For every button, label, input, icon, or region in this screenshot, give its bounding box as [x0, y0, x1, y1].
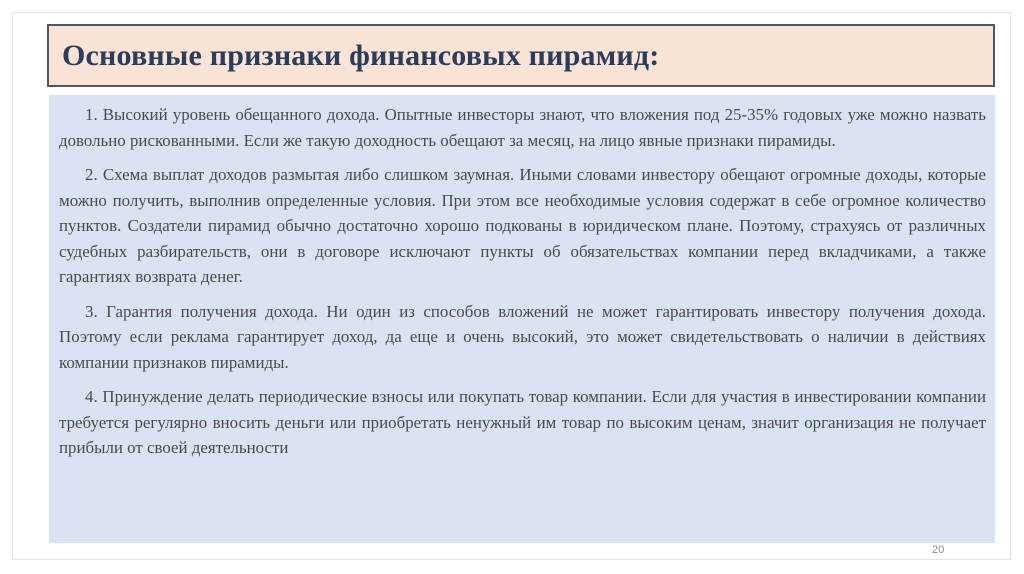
paragraph-item-3: 3. Гарантия получения дохода. Ни один из способов вложений не может гарантировать инвестору получения дохода. Поэтому если реклама гарантирует доход, да еще и очень высокий, это может свидетельствовать о наличии в действиях компании признаков пирамиды. [59, 301, 986, 372]
paragraph-item-1: 1. Высокий уровень обещанного дохода. Опытные инвесторы знают, что вложения под 25-35% годовых уже можно назвать довольно рискованными. Если же такую доходность обещают за месяц, на лицо явные признаки пирамиды. [59, 105, 986, 150]
paragraph-item-4: 4. Принуждение делать периодические взносы или покупать товар компании. Если для участия в инвестировании компании требуется регулярно вносить деньги или приобретать ненужный им товар по высоким ценам, значит организация не получает прибыли от своей деятельности [59, 387, 986, 457]
page-number: 20 [932, 544, 945, 556]
title-box [47, 24, 995, 87]
slide-title: Основные признаки финансовых пирамид: [62, 38, 660, 72]
content-box [49, 95, 995, 543]
paragraph-item-2: 2. Схема выплат доходов размытая либо слишком заумная. Иными словами инвестору обещают огромные доходы, которые можно получить, выполнив определенные условия. При этом все необходимые условия содержат в себе огромное количество пунктов. Создатели пирамид обычно достаточно хорошо подкованы в юридическом плане. Поэтому, страхуясь от различных судебных разбирательств, они в договоре исключают пункты об обязательствах компании перед вкладчиками, а также гарантиях возврата денег. [59, 165, 986, 286]
